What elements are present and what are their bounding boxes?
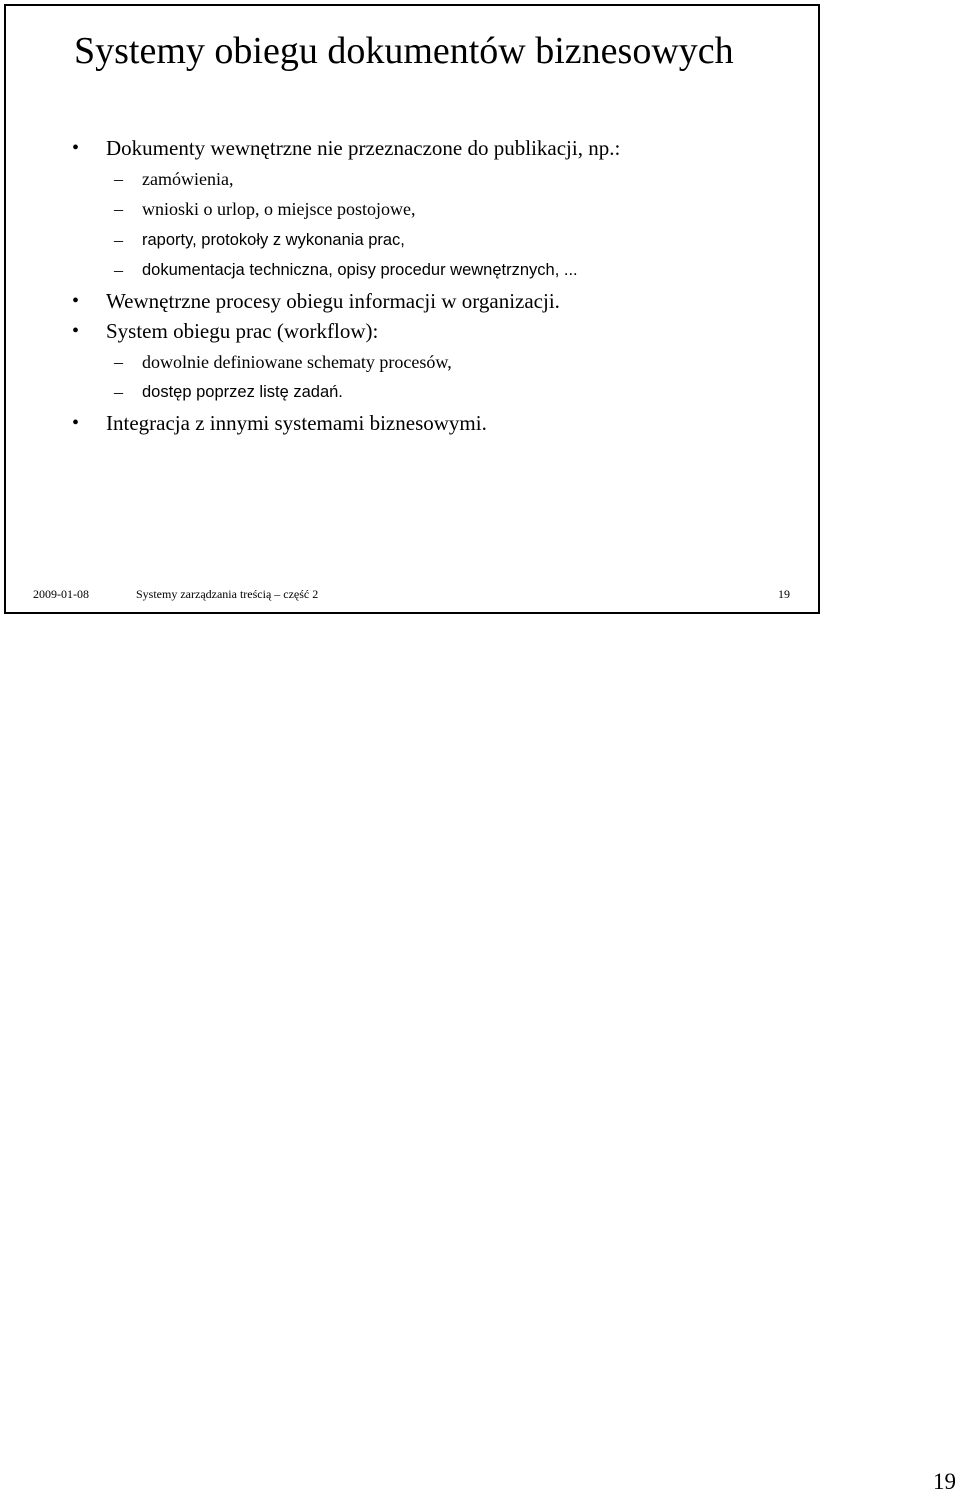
bullet-item <box>6 316 818 347</box>
slide-frame <box>4 4 820 614</box>
sub-bullet-item <box>6 225 818 256</box>
bullet-marker: • <box>72 289 80 312</box>
dash-marker: – <box>114 351 123 372</box>
sub-bullet-text: zamówienia, <box>142 168 234 189</box>
bullet-marker: • <box>72 137 80 159</box>
sub-bullet-text: dokumentacja techniczna, opisy procedur wewnętrznych, ... <box>142 261 578 279</box>
sub-bullet-item <box>6 164 818 195</box>
sub-bullet-text: dowolnie definiowane schematy procesów, <box>142 351 452 372</box>
sub-bullet-item <box>6 194 818 225</box>
bullet-item <box>6 133 818 164</box>
footer-slide-number: 19 <box>778 587 790 601</box>
dash-marker: – <box>114 382 123 402</box>
bullet-marker: • <box>72 411 80 434</box>
sub-bullet-text: wnioski o urlop, o miejsce postojowe, <box>142 199 416 219</box>
dash-marker: – <box>114 168 123 189</box>
footer-title: Systemy zarządzania treścią – część 2 <box>136 587 319 601</box>
sub-bullet-item <box>6 347 818 378</box>
bullet-marker: • <box>72 320 80 342</box>
bullet-text: Dokumenty wewnętrzne nie przeznaczone do publikacji, np.: <box>106 136 621 160</box>
bullet-item <box>6 408 818 439</box>
bullet-text: Integracja z innymi systemami biznesowymi. <box>106 410 487 435</box>
slide-footer <box>6 584 818 604</box>
sub-bullet-text: dostęp poprzez listę zadań. <box>142 383 343 401</box>
footer-date: 2009-01-08 <box>33 587 89 601</box>
dash-marker: – <box>114 260 123 280</box>
bullet-text: Wewnętrzne procesy obiegu informacji w organizacji. <box>106 288 560 313</box>
dash-marker: – <box>114 199 123 219</box>
page-number: 19 <box>933 1469 956 1494</box>
bullet-list <box>6 133 818 438</box>
dash-marker: – <box>114 229 123 250</box>
bullet-text: System obiegu prac (workflow): <box>106 319 379 343</box>
sub-bullet-text: raporty, protokoły z wykonania prac, <box>142 230 405 249</box>
sub-bullet-item <box>6 255 818 286</box>
slide-title: Systemy obiegu dokumentów biznesowych <box>74 30 734 72</box>
bullet-item <box>6 286 818 317</box>
sub-bullet-item <box>6 377 818 408</box>
